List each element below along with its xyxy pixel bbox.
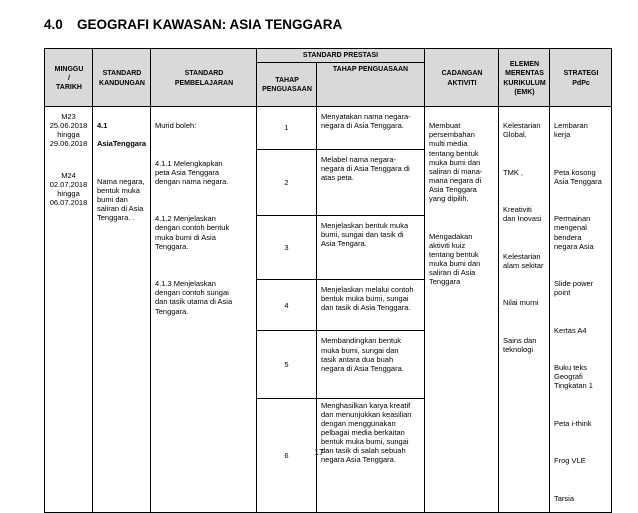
header-cadangan-aktiviti: CADANGAN AKTIVITI bbox=[425, 49, 499, 107]
tahap-level-6: 6 bbox=[257, 398, 317, 512]
header-tahap-penguasaan: TAHAP PENGUASAAN bbox=[317, 63, 425, 107]
tahap-level-4: 4 bbox=[257, 279, 317, 330]
strategi-peta-ithink: Peta i-think bbox=[554, 418, 592, 428]
header-elemen-emk: ELEMEN MERENTAS KURIKULUM (EMK) bbox=[499, 49, 550, 107]
section-title: GEOGRAFI KAWASAN: ASIA TENGGARA bbox=[77, 17, 343, 32]
tahap-desc-2: Melabel nama negara- negara di Asia Tenggara di atas peta. bbox=[317, 149, 425, 215]
emk-nilai-murni: Nilai murni bbox=[503, 298, 539, 308]
header-standard-kandungan: STANDARD KANDUNGAN bbox=[93, 49, 151, 107]
tahap-level-1: 1 bbox=[257, 107, 317, 150]
pembelajaran-4-1-3: 4.1.3 Menjelaskan dengan contoh sungai dan tasik utama di Asia Tenggara. bbox=[155, 279, 233, 316]
tahap-desc-1: Menyatakan nama negara- negara di Asia Tenggara. bbox=[317, 107, 425, 150]
scheme-of-work-table bbox=[44, 48, 612, 513]
header-standard-prestasi: STANDARD PRESTASI bbox=[257, 49, 425, 63]
week-1-hingga: hingga bbox=[57, 130, 80, 140]
cadangan-aktiviti-1: Membuat persembahan multi media tentang bentuk muka bumi dan saliran di mana- mana negara di Asia Tenggara yang dipilih. bbox=[429, 121, 483, 204]
week-1-end: 29.06.2018 bbox=[49, 139, 88, 149]
header-strategi: STRATEGI PdPc bbox=[550, 49, 612, 107]
header-tahap: TAHAP PENGUASAAN bbox=[257, 63, 317, 107]
kandungan-title: AsiaTenggara bbox=[97, 139, 147, 149]
tahap-desc-4: Menjelaskan melalui contoh bentuk muka bumi, sungai dan tasik di Asia Tenggara. bbox=[317, 279, 425, 330]
section-number: 4.0 bbox=[44, 17, 63, 32]
emk-tmk: TMK , bbox=[503, 167, 524, 177]
emk-kreativiti: Kreativiti dan Inovasi bbox=[503, 205, 542, 224]
emk-kelestarian-global: Kelestarian Global, bbox=[503, 121, 541, 140]
tahap-level-2: 2 bbox=[257, 149, 317, 215]
week-2-end: 06.07.2018 bbox=[49, 197, 88, 207]
emk-sains-teknologi: Sains dan teknologi bbox=[503, 335, 537, 354]
cadangan-aktiviti-2: Mengadakan aktiviti kuiz tentang bentuk muka bumi dan saliran di Asia Tenggara bbox=[429, 231, 481, 287]
pembelajaran-4-1-1: 4.1.1 Melengkapkan peta Asia Tenggara dengan nama negara. bbox=[155, 158, 229, 186]
page-number: 17 bbox=[314, 447, 324, 457]
week-2: M24 bbox=[61, 170, 76, 180]
strategi-frog-vle: Frog VLE bbox=[554, 456, 586, 466]
strategi-peta-kosong: Peta kosong Asia Tenggara bbox=[554, 167, 602, 186]
strategi-buku-teks: Buku teks Geografi Tingkatan 1 bbox=[554, 363, 593, 391]
strategi-permainan: Permainan mengenal bendera negara Asia bbox=[554, 214, 594, 251]
tahap-desc-3: Menjelaskan bentuk muka bumi, sungai dan tasik di Asia Tengara. bbox=[317, 215, 425, 279]
pembelajaran-intro: Murid boleh: bbox=[155, 121, 197, 131]
strategi-lembaran: Lembaran kerja bbox=[554, 121, 588, 140]
week-2-hingga: hingga bbox=[57, 188, 80, 198]
tahap-level-5: 5 bbox=[257, 331, 317, 398]
strategi-slide: Slide power point bbox=[554, 279, 594, 298]
header-standard-pembelajaran: STANDARD PEMBELAJARAN bbox=[151, 49, 257, 107]
tahap-desc-5: Membandingkan bentuk muka bumi, sungai dan tasik antara dua buah negara di Asia Tenggara. bbox=[317, 331, 425, 398]
strategi-tarsia: Tarsia bbox=[554, 493, 575, 503]
pembelajaran-4-1-2: 4.1.2 Menjelaskan dengan contoh bentuk muka bumi di Asia Tenggara. bbox=[155, 214, 230, 251]
tahap-level-3: 3 bbox=[257, 215, 317, 279]
header-minggu: MINGGU / TARIKH bbox=[45, 49, 93, 107]
week-1-start: 25.06.2018 bbox=[49, 121, 88, 131]
week-2-start: 02.07.2018 bbox=[49, 179, 88, 189]
kandungan-body: Nama negara, bentuk muka bumi dan saliran di Asia Tenggara. . bbox=[97, 176, 145, 223]
week-1: M23 bbox=[61, 112, 76, 121]
section-heading bbox=[44, 17, 342, 32]
strategi-kertas: Kertas A4 bbox=[554, 325, 587, 335]
emk-kelestarian-alam: Kelestarian alam sekitar bbox=[503, 251, 544, 270]
kandungan-code: 4.1 bbox=[97, 121, 108, 131]
tahap-desc-6: Menghasilkan karya kreatif dan menunjukkan keasilian dengan menggunakan pelbagai media berkaitan bentuk muka bumi, sungai dan tasik di salah sebuah negara Asia Tenggara. bbox=[317, 398, 425, 512]
